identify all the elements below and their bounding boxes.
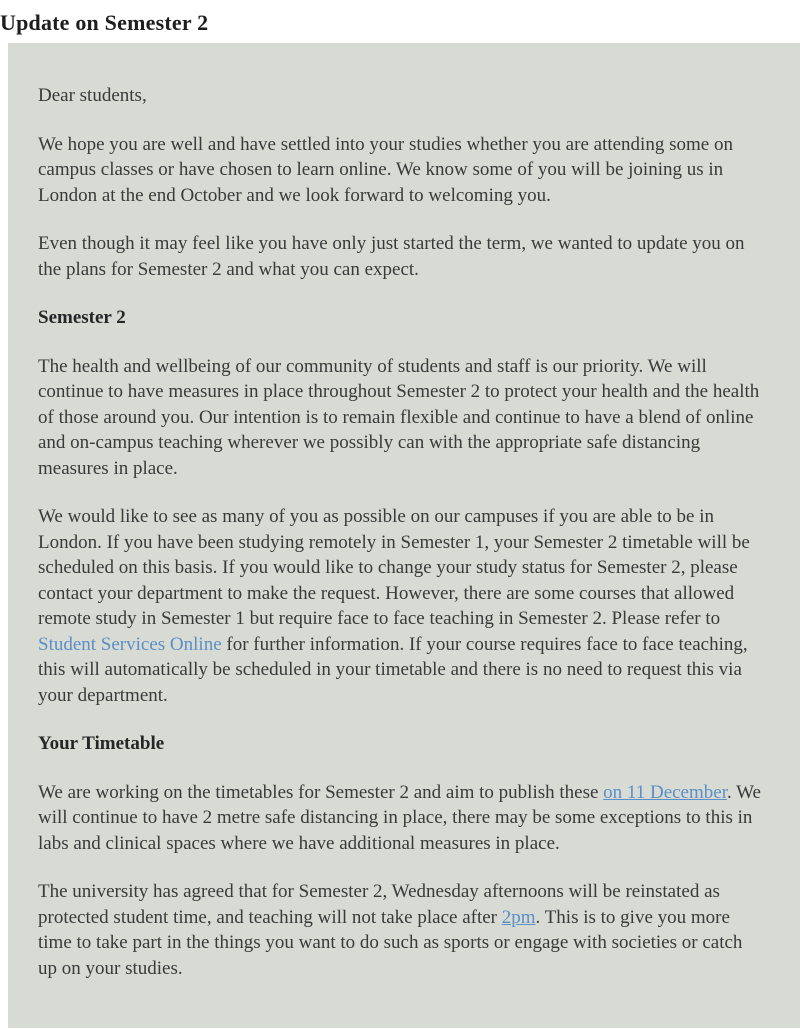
text-segment: . This is to give you more time to take part in the things you want to do such as sports or engage with societies or catch up on your studies. (38, 906, 743, 979)
text-segment: Your Timetable (38, 733, 165, 754)
text-segment: We would like to see as many of you as possible on our campuses if you are able to be in London. If you have been studying remotely in Semester 1, your Semester 2 timetable will be scheduled on this basis. If you would like to change your study status for Semester 2, please contact your department to make the request. However, there are some courses that allowed remote study in Semester 1 but require face to face teaching in Semester 2. Please refer to (38, 506, 750, 629)
text-segment: Semester 2 (38, 307, 126, 328)
2pm-link[interactable]: 2pm (501, 906, 536, 928)
paragraph (38, 83, 764, 109)
page-title: Update on Semester 2 (0, 10, 209, 35)
section-heading (38, 305, 764, 331)
text-segment: Even though it may feel like you have only just started the term, we wanted to update you on the plans for Semester 2 and what you can expect. (38, 233, 745, 280)
paragraph (38, 354, 764, 482)
publish-date-link[interactable]: on 11 December (603, 781, 727, 803)
paragraph (38, 231, 764, 282)
section-heading (38, 731, 764, 757)
text-segment: The health and wellbeing of our community of students and staff is our priority. We will continue to have measures in place throughout Semester 2 to protect your health and the health of those around you. Our intention is to remain flexible and continue to have a blend of online and on-campus teaching wherever we possibly can with the appropriate safe distancing measures in place. (38, 355, 760, 479)
paragraph (38, 504, 764, 708)
page-header (0, 0, 800, 43)
text-segment: We are working on the timetables for Semester 2 and aim to publish these (38, 781, 604, 803)
paragraph (38, 780, 764, 857)
text-segment: for further information. If your course requires face to face teaching, this will automatically be scheduled in your timetable and there is no need to request this via your department. (38, 633, 748, 706)
text-segment: Dear students, (38, 85, 147, 106)
text-segment: The university has agreed that for Semester 2, Wednesday afternoons will be reinstated as protected student time, and teaching will not take place after (38, 881, 720, 928)
student-services-online-link[interactable]: Student Services Online (38, 633, 222, 655)
paragraph (38, 132, 764, 209)
email-content (38, 83, 764, 981)
text-segment: We hope you are well and have settled into your studies whether you are attending some on campus classes or have chosen to learn online. We know some of you will be joining us in London at the end October and we look forward to welcoming you. (38, 133, 733, 206)
text-segment: . We will continue to have 2 metre safe distancing in place, there may be some exceptions to this in labs and clinical spaces where we have additional measures in place. (38, 781, 761, 854)
paragraph (38, 879, 764, 981)
email-body-panel (8, 43, 800, 1028)
